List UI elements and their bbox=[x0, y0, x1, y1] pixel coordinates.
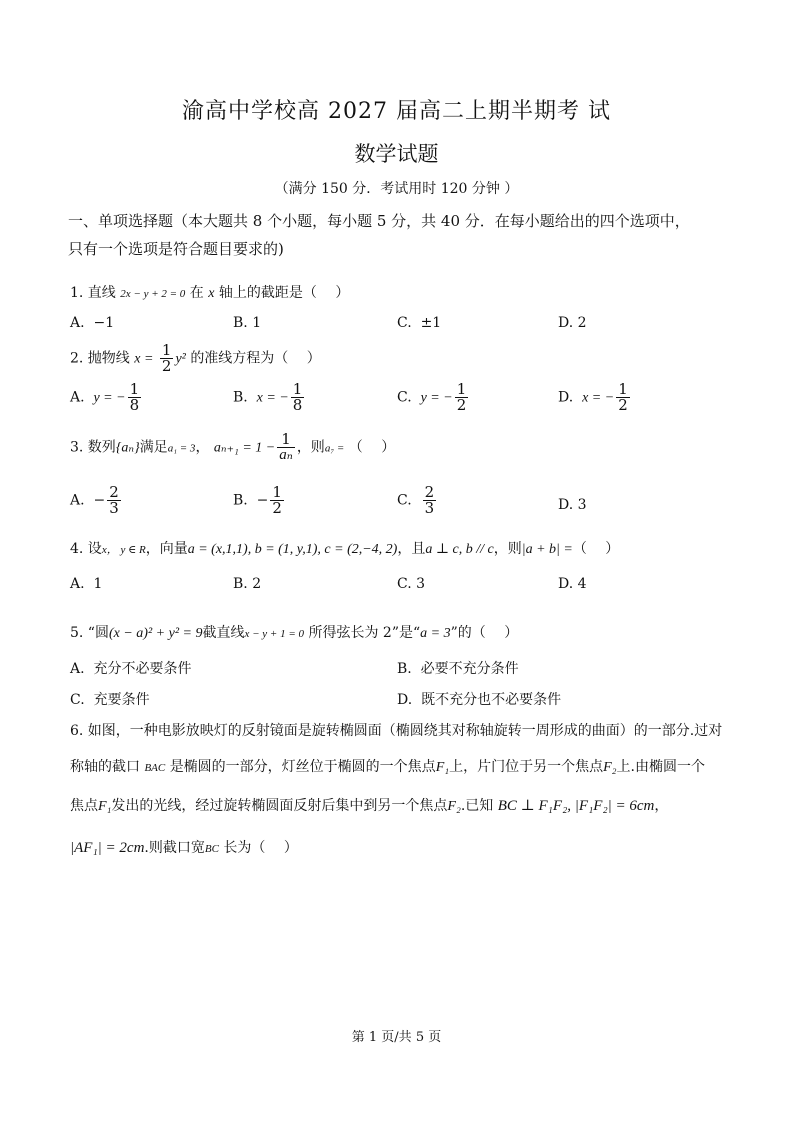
q1-line-equation: 2x − y + 2 = 0 bbox=[120, 288, 186, 300]
q5-option-c: C. 充要条件 bbox=[70, 692, 150, 708]
q2-prefix: 2. 抛物线 bbox=[70, 350, 130, 367]
q2-option-c: C. y = − $\frac{1}{2}$ bbox=[397, 380, 467, 414]
exam-title: 渝高中学校高 2027 届高二上期半期考 试 bbox=[182, 99, 611, 124]
page-footer: 第 1 页/共 5 页 bbox=[351, 1030, 442, 1045]
exam-subtitle: 数学试题 bbox=[354, 142, 439, 166]
q4-ask: |a + b| = bbox=[521, 542, 573, 557]
q4-ask-prefix: ，则 bbox=[493, 541, 522, 557]
question-1-stem bbox=[70, 282, 349, 302]
q3-then: ，则 bbox=[296, 439, 325, 456]
q3-recurrence-fraction: $\frac{1}{\text{aₙ}}$ bbox=[279, 430, 293, 463]
q3-option-c: C. $\frac{2}{3}$ bbox=[397, 483, 435, 517]
q3-option-d: D. 3 bbox=[558, 497, 587, 513]
q4-condition: a ⊥ c, b // c bbox=[425, 542, 494, 557]
q3-mid: 满足 bbox=[139, 439, 168, 456]
question-6-line2: 称轴的截口 BAC 是椭圆的一部分，灯丝位于椭圆的一个焦点F₁上，片门位于另一个焦点F₂上.由椭圆一个 bbox=[70, 759, 705, 775]
question-6-line4: |AF₁| = 2cm.则截口宽BC 长为（ ） bbox=[70, 840, 298, 856]
q4-prefix: 4. 设 bbox=[70, 541, 102, 557]
q6-af1: |AF₁| = 2cm bbox=[70, 840, 145, 856]
q1-option-d: D. 2 bbox=[558, 315, 587, 331]
q3-recurrence-left: aₙ₊₁ = 1 − bbox=[213, 440, 276, 456]
q5-option-d: D. 既不充分也不必要条件 bbox=[397, 692, 562, 708]
question-6-line3: 焦点F₁发出的光线，经过旋转椭圆面反射后集中到另一个焦点F₂.已知 BC ⊥ F₁F₂, |F₁F₂| = 6cm， bbox=[70, 798, 669, 814]
question-5-stem bbox=[70, 622, 518, 642]
question-6-line1: 6. 如图，一种电影放映灯的反射镜面是旋转椭圆面（椭圆绕其对称轴旋转一周形成的曲面）的一部分.过对 bbox=[70, 723, 723, 739]
q1-mid: 在 bbox=[189, 285, 204, 301]
q3-prefix: 3. 数列 bbox=[70, 439, 116, 456]
q3-option-a: A. − $\frac{2}{3}$ bbox=[70, 483, 119, 517]
q2-option-a: A. y = − $\frac{1}{8}$ bbox=[70, 380, 140, 414]
q2-option-d: D. x = − $\frac{1}{2}$ bbox=[558, 380, 628, 414]
q5-option-b: B. 必要不充分条件 bbox=[397, 661, 519, 677]
q5-suffix: ”的（ ） bbox=[450, 625, 519, 641]
section-heading-line2: 只有一个选项是符合题目要求的) bbox=[68, 240, 284, 258]
q6-condition: BC ⊥ F₁F₂, |F₁F₂| = 6cm bbox=[497, 798, 655, 814]
q4-option-b: B. 2 bbox=[233, 576, 262, 592]
q1-option-a: A. −1 bbox=[70, 315, 115, 331]
q4-suffix: （ ） bbox=[572, 541, 620, 557]
q2-suffix: 的准线方程为（ ） bbox=[190, 350, 321, 367]
q5-option-a: A. 充分不必要条件 bbox=[70, 661, 192, 677]
question-2-stem bbox=[70, 343, 321, 374]
q3-suffix: （ ） bbox=[348, 439, 396, 456]
q2-expr-right: y² bbox=[175, 351, 186, 367]
q4-cond-prefix: ，且 bbox=[397, 541, 426, 557]
q4-option-a: A. 1 bbox=[70, 576, 103, 592]
q5-condition: a = 3 bbox=[420, 626, 451, 641]
q4-option-c: C. 3 bbox=[397, 576, 426, 592]
q5-mid2: 所得弦长为 2”是“ bbox=[308, 625, 421, 641]
question-3-stem: 3. 数列{aₙ}满足a₁ = 3， aₙ₊₁ = 1 − $\frac{1}{\text{aₙ}}$ ，则a₇ = （ ） bbox=[70, 430, 396, 463]
q3-a7: a₇ = bbox=[324, 442, 345, 455]
q1-suffix: 轴上的截距是（ ） bbox=[218, 285, 350, 301]
q1-option-b: B. 1 bbox=[233, 315, 262, 331]
q2-expr-left: x = bbox=[134, 351, 154, 367]
q2-option-b: B. x = − $\frac{1}{8}$ bbox=[233, 380, 303, 414]
q6-bac: BAC bbox=[144, 762, 166, 774]
q3-a1: a₁ = 3 bbox=[167, 442, 196, 455]
q3-option-b: B. − $\frac{1}{2}$ bbox=[233, 483, 282, 517]
q4-mid: ，向量 bbox=[145, 541, 188, 557]
q1-var: x bbox=[208, 286, 215, 301]
q2-fraction: $\frac{1}{2}$ bbox=[161, 341, 172, 375]
q5-line: x − y + 1 = 0 bbox=[244, 628, 305, 640]
q1-prefix: 1. 直线 bbox=[70, 285, 116, 301]
q4-vars: x， y ∈ R bbox=[101, 544, 146, 556]
exam-note: （满分 150 分．考试用时 120 分钟 ） bbox=[274, 181, 519, 197]
section-heading-line1: 一、单项选择题（本大题共 8 个小题，每小题 5 分，共 40 分．在每小题给出的四个选项中， bbox=[68, 212, 690, 230]
q4-option-d: D. 4 bbox=[558, 576, 587, 592]
q5-prefix: 5. “圆 bbox=[70, 625, 109, 641]
q3-sequence: {aₙ} bbox=[115, 440, 140, 456]
question-4-stem bbox=[70, 538, 619, 558]
q6-focus-f1: F₁ bbox=[435, 760, 450, 775]
q6-focus-f2: F₂ bbox=[603, 760, 617, 775]
q5-mid: 截直线 bbox=[202, 625, 245, 641]
q4-vectors: a = (x,1,1), b = (1, y,1), c = (2,−4, 2) bbox=[187, 542, 398, 557]
q5-circle: (x − a)² + y² = 9 bbox=[108, 626, 203, 641]
q1-option-c: C. ±1 bbox=[397, 315, 442, 331]
